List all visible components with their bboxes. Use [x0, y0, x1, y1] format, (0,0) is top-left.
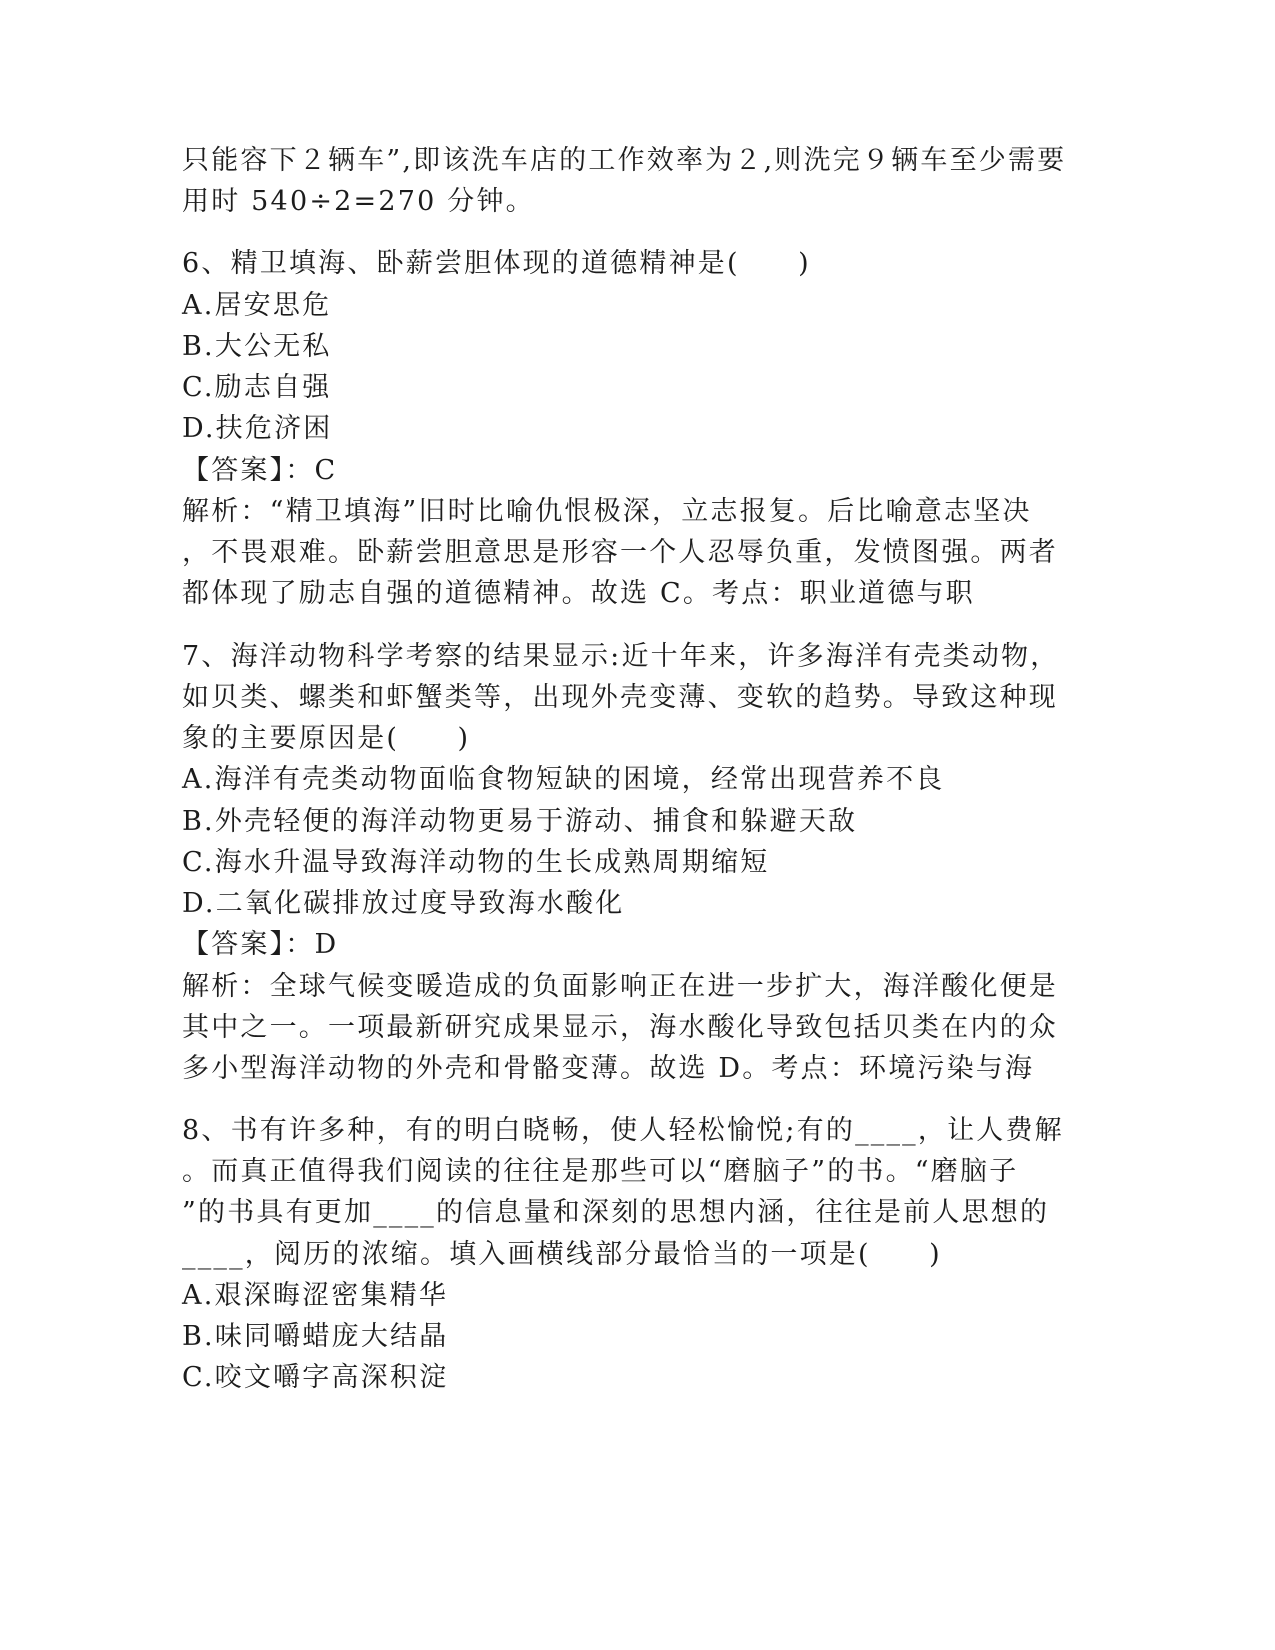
q6-stem: 6、精卫填海、卧薪尝胆体现的道德精神是( ): [182, 248, 811, 279]
q6-option-a: A.居安思危: [182, 290, 332, 321]
q6-option-b: B.大公无私: [182, 331, 332, 362]
q7-option-c: C.海水升温导致海洋动物的生长成熟周期缩短: [182, 847, 770, 878]
q6-analysis-line-1: 解析：“精卫填海”旧时比喻仇恨极深，立志报复。后比喻意志坚决: [182, 496, 1032, 527]
q8-stem-line-3: ”的书具有更加____的信息量和深刻的思想内涵，往往是前人思想的: [182, 1197, 1050, 1228]
q6-answer: 【答案】：C: [182, 455, 338, 486]
q8-stem-line-2: 。而真正值得我们阅读的往往是那些可以“磨脑子”的书。“磨脑子: [182, 1156, 1019, 1187]
q6-analysis-line-3: 都体现了励志自强的道德精神。故选 C。考点：职业道德与职: [182, 578, 975, 609]
q7-option-a: A.海洋有壳类动物面临食物短缺的困境，经常出现营养不良: [182, 764, 945, 795]
carryover-line-1: 只能容下２辆车”,即该洗车店的工作效率为２,则洗完９辆车至少需要: [182, 145, 1067, 176]
q7-stem-line-3: 象的主要原因是( ): [182, 723, 471, 754]
q8-option-c: C.咬文嚼字高深积淀: [182, 1362, 449, 1393]
q8-stem-line-4: ____，阅历的浓缩。填入画横线部分最恰当的一项是( ): [182, 1239, 942, 1270]
q7-analysis-line-2: 其中之一。一项最新研究成果显示，海水酸化导致包括贝类在内的众: [182, 1012, 1058, 1043]
q7-option-d: D.二氧化碳排放过度导致海水酸化: [182, 888, 625, 919]
q8-option-a: A.艰深晦涩密集精华: [182, 1280, 449, 1311]
q7-analysis-line-1: 解析：全球气候变暖造成的负面影响正在进一步扩大，海洋酸化便是: [182, 971, 1058, 1002]
q7-analysis-line-3: 多小型海洋动物的外壳和骨骼变薄。故选 D。考点：环境污染与海: [182, 1053, 1035, 1084]
carryover-line-2: 用时 540÷2=270 分钟。: [182, 186, 535, 217]
q6-option-d: D.扶危济困: [182, 413, 333, 444]
q7-option-b: B.外壳轻便的海洋动物更易于游动、捕食和躲避天敌: [182, 806, 858, 837]
q7-answer: 【答案】：D: [182, 929, 339, 960]
q7-stem-line-1: 7、海洋动物科学考察的结果显示:近十年来，许多海洋有壳类动物，: [182, 641, 1060, 672]
q6-analysis-line-2: ，不畏艰难。卧薪尝胆意思是形容一个人忍辱负重，发愤图强。两者: [182, 537, 1058, 568]
q7-stem-line-2: 如贝类、螺类和虾蟹类等，出现外壳变薄、变软的趋势。导致这种现: [182, 682, 1058, 713]
q8-option-b: B.味同嚼蜡庞大结晶: [182, 1321, 449, 1352]
q6-option-c: C.励志自强: [182, 372, 332, 403]
q8-stem-line-1: 8、书有许多种，有的明白晓畅，使人轻松愉悦;有的____，让人费解: [182, 1115, 1064, 1146]
